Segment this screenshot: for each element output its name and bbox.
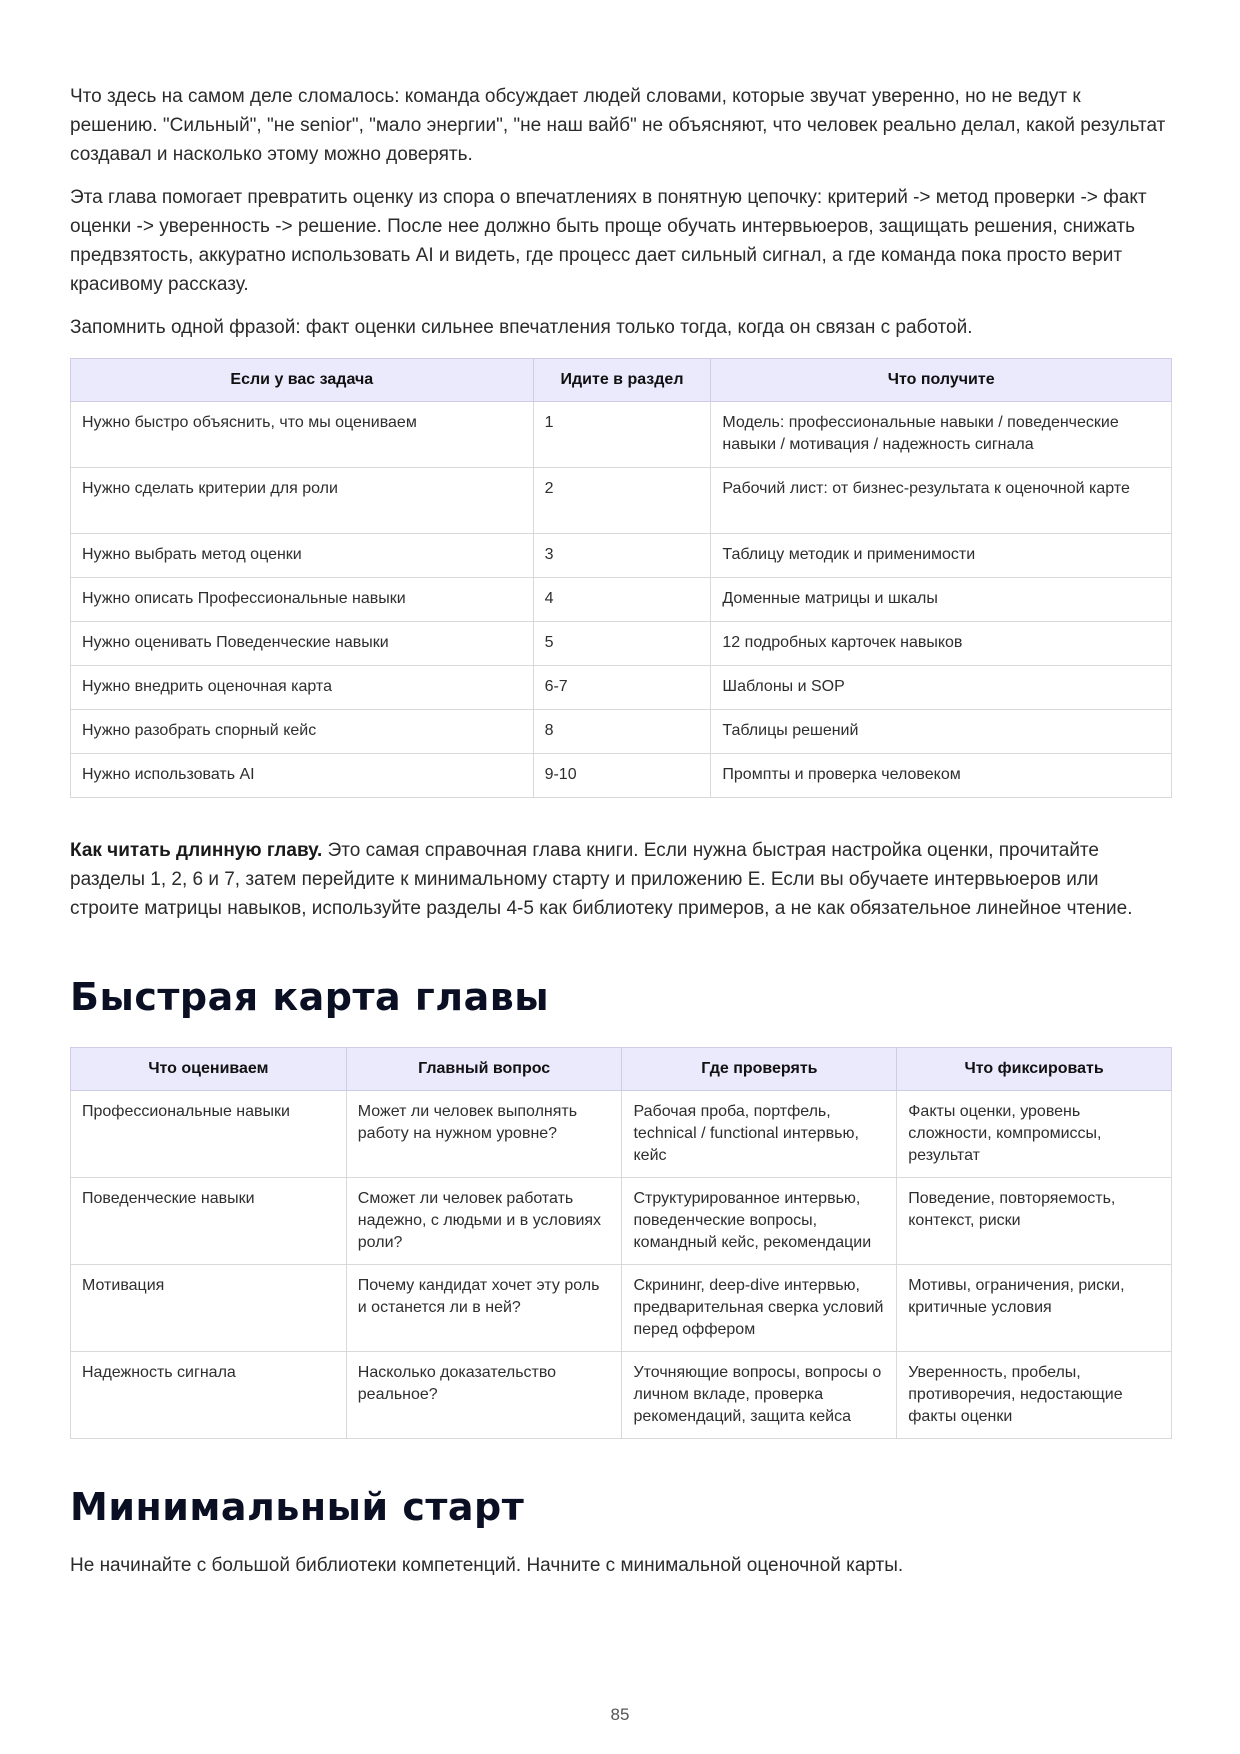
table-cell: Насколько доказательство реальное?	[346, 1352, 622, 1439]
table-cell: Доменные матрицы и шкалы	[711, 578, 1172, 622]
table-cell: Промпты и проверка человеком	[711, 754, 1172, 798]
table-header-cell: Что получите	[711, 359, 1172, 402]
intro-paragraph: Что здесь на самом деле сломалось: команда обсуждает людей словами, которые звучат уверенно, но не ведут к решению. "Сильный", "не senior", "мало энергии", "не наш вайб" не объясняют, что человек реально делал, какой результат создавал и насколько этому можно доверять.	[70, 86, 1166, 165]
table-row	[71, 578, 1172, 622]
table-cell: Нужно быстро объяснить, что мы оцениваем	[71, 402, 534, 468]
reading-guide-text: Это самая справочная глава книги. Если нужна быстрая настройка оценки, прочитайте разделы 1, 2, 6 и 7, затем перейдите к минимальному старту и приложению E. Если вы обучаете интервьюеров или строите матрицы навыков, используйте разделы 4-5 как библиотеку примеров, а не как обязательное линейное чтение.	[70, 840, 1133, 919]
table-cell: Может ли человек выполнять работу на нужном уровне?	[346, 1091, 622, 1178]
table-cell: Рабочий лист: от бизнес-результата к оценочной карте	[711, 468, 1172, 534]
table-header-cell: Идите в раздел	[533, 359, 711, 402]
page-content	[70, 82, 1172, 1580]
table-cell: 6-7	[533, 666, 711, 710]
reading-guide-paragraph	[70, 836, 1172, 923]
table-cell: Рабочая проба, портфель, technical / functional интервью, кейс	[622, 1091, 897, 1178]
table-cell: Уверенность, пробелы, противоречия, недостающие факты оценки	[897, 1352, 1172, 1439]
table-cell: Нужно разобрать спорный кейс	[71, 710, 534, 754]
table-cell: 3	[533, 534, 711, 578]
table-cell: Нужно выбрать метод оценки	[71, 534, 534, 578]
table-row	[71, 1352, 1172, 1439]
table-cell: 8	[533, 710, 711, 754]
table-cell: 1	[533, 402, 711, 468]
table-row	[71, 534, 1172, 578]
table-cell: Профессиональные навыки	[71, 1091, 347, 1178]
reading-guide-lead: Как читать длинную главу.	[70, 840, 323, 861]
table-cell: Модель: профессиональные навыки / поведенческие навыки / мотивация / надежность сигнала	[711, 402, 1172, 468]
page-number: 85	[610, 1705, 630, 1724]
table-cell: Нужно оценивать Поведенческие навыки	[71, 622, 534, 666]
table-cell: Надежность сигнала	[71, 1352, 347, 1439]
table-row	[71, 1265, 1172, 1352]
table-header-cell: Где проверять	[622, 1048, 897, 1091]
table-cell: Уточняющие вопросы, вопросы о личном вкладе, проверка рекомендаций, защита кейса	[622, 1352, 897, 1439]
table-header-cell: Если у вас задача	[71, 359, 534, 402]
table-row	[71, 754, 1172, 798]
table-cell: Скрининг, deep-dive интервью, предварительная сверка условий перед оффером	[622, 1265, 897, 1352]
table-cell: 12 подробных карточек навыков	[711, 622, 1172, 666]
table-cell: 5	[533, 622, 711, 666]
table-row	[71, 1178, 1172, 1265]
table-header-cell: Главный вопрос	[346, 1048, 622, 1091]
chapter-map-table	[70, 1047, 1172, 1439]
table-cell: Структурированное интервью, поведенческие вопросы, командный кейс, рекомендации	[622, 1178, 897, 1265]
table-cell: Поведенческие навыки	[71, 1178, 347, 1265]
table-row	[71, 666, 1172, 710]
table-cell: Сможет ли человек работать надежно, с людьми и в условиях роли?	[346, 1178, 622, 1265]
table-cell: Таблицу методик и применимости	[711, 534, 1172, 578]
table-cell: Факты оценки, уровень сложности, компромиссы, результат	[897, 1091, 1172, 1178]
table-row	[71, 468, 1172, 534]
table-row	[71, 622, 1172, 666]
table-cell: Почему кандидат хочет эту роль и останется ли в ней?	[346, 1265, 622, 1352]
minimal-start-paragraph: Не начинайте с большой библиотеки компетенций. Начните с минимальной оценочной карты.	[70, 1555, 904, 1576]
table-cell: Поведение, повторяемость, контекст, риски	[897, 1178, 1172, 1265]
table-cell: Таблицы решений	[711, 710, 1172, 754]
table-cell: Нужно использовать AI	[71, 754, 534, 798]
table-cell: Нужно описать Профессиональные навыки	[71, 578, 534, 622]
table-cell: Мотивы, ограничения, риски, критичные условия	[897, 1265, 1172, 1352]
navigation-table	[70, 358, 1172, 798]
table-cell: 2	[533, 468, 711, 534]
chapter-purpose-paragraph: Эта глава помогает превратить оценку из спора о впечатлениях в понятную цепочку: критерий -> метод проверки -> факт оценки -> уверенность -> решение. После нее должно быть проще обучать интервьюеров, защищать решения, снижать предвзятость, аккуратно использовать AI и видеть, где процесс дает сильный сигнал, а где команда пока просто верит красивому рассказу.	[70, 187, 1147, 295]
key-phrase-paragraph: Запомнить одной фразой: факт оценки сильнее впечатления только тогда, когда он связан с работой.	[70, 317, 973, 338]
table-header-cell: Что фиксировать	[897, 1048, 1172, 1091]
table-row	[71, 1091, 1172, 1178]
table-cell: Шаблоны и SOP	[711, 666, 1172, 710]
table-header-row	[71, 1048, 1172, 1091]
table-cell: Мотивация	[71, 1265, 347, 1352]
table-cell: 9-10	[533, 754, 711, 798]
table-header-row	[71, 359, 1172, 402]
section-heading-minimal-start: Минимальный старт	[70, 1485, 525, 1529]
table-cell: Нужно внедрить оценочная карта	[71, 666, 534, 710]
table-row	[71, 402, 1172, 468]
table-header-cell: Что оцениваем	[71, 1048, 347, 1091]
table-cell: 4	[533, 578, 711, 622]
section-heading-quick-map: Быстрая карта главы	[70, 975, 550, 1019]
table-cell: Нужно сделать критерии для роли	[71, 468, 534, 534]
table-row	[71, 710, 1172, 754]
